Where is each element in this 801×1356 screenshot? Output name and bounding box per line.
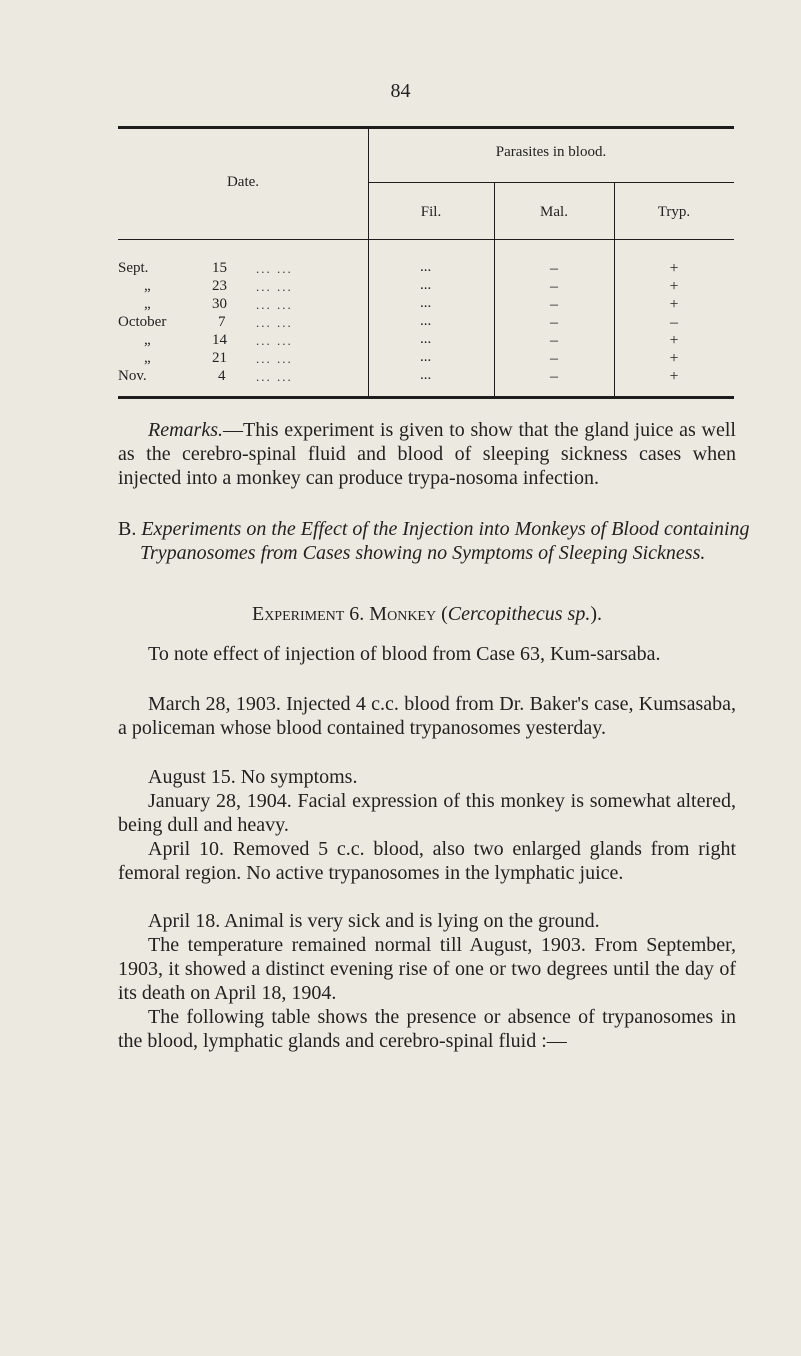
tryp-value: +	[669, 278, 679, 295]
remarks-text: —This experiment is given to show that the gland juice as well as the cerebro-spinal fluid and blood of sleeping sickness cases when injected into a monkey can produce trypa-nosoma infection.	[118, 419, 736, 489]
subheader-rule	[368, 182, 734, 183]
leader-dots: ... ...	[256, 297, 293, 312]
paragraph-april-18: April 18. Animal is very sick and is lying on the ground.	[148, 910, 600, 932]
mal-value: –	[550, 278, 558, 295]
row-day: 21	[212, 350, 227, 366]
section-heading	[110, 517, 768, 565]
leader-dots: ... ...	[256, 369, 293, 384]
parasites-header: Parasites in blood.	[495, 144, 607, 160]
row-day: 14	[212, 332, 227, 348]
fil-value: ...	[420, 367, 432, 383]
table-bottom-rule	[118, 396, 734, 399]
tryp-value: +	[669, 296, 679, 313]
header-divider-vertical	[368, 126, 369, 398]
paragraph-march-28: March 28, 1903. Injected 4 c.c. blood from Dr. Baker's case, Kumsasaba, a policeman whose blood contained trypanosomes yesterday.	[118, 693, 736, 739]
row-month: „	[144, 350, 151, 366]
leader-dots: ... ...	[256, 351, 293, 366]
paragraph-january-28: January 28, 1904. Facial expression of this monkey is somewhat altered, being dull and heavy.	[118, 790, 736, 836]
row-month: Sept.	[118, 260, 149, 276]
paragraph-april-10: April 10. Removed 5 c.c. blood, also two enlarged glands from right femoral region. No active trypanosomes in the lymphatic juice.	[118, 838, 736, 884]
remarks-label: Remarks.	[148, 419, 223, 441]
leader-dots: ... ...	[256, 315, 293, 330]
experiment-heading	[118, 602, 736, 626]
row-day: 7	[218, 314, 226, 330]
header-bottom-rule	[118, 239, 734, 240]
paragraph-following-table: The following table shows the presence or absence of trypanosomes in the blood, lymphatic glands and cerebro-spinal fluid :—	[118, 1006, 736, 1052]
leader-dots: ... ...	[256, 261, 293, 276]
experiment-species: Cercopithecus sp.	[447, 603, 591, 625]
parasites-table	[118, 126, 734, 401]
section-title: Experiments on the Effect of the Injection into Monkeys of Blood containing Trypanosomes from Cases showing no Symptoms of Sleeping Sickness.	[140, 518, 750, 564]
row-day: 23	[212, 278, 227, 294]
mal-value: –	[550, 368, 558, 385]
tryp-value: +	[669, 332, 679, 349]
row-month: Nov.	[118, 368, 147, 384]
row-month: October	[118, 314, 167, 330]
leader-dots: ... ...	[256, 333, 293, 348]
section-marker: B.	[118, 518, 137, 540]
tryp-value: –	[670, 314, 678, 331]
row-day: 4	[218, 368, 226, 384]
row-month: „	[144, 278, 151, 294]
remarks-paragraph	[118, 418, 736, 490]
fil-value: ...	[420, 331, 432, 347]
row-day: 15	[212, 260, 227, 276]
row-day: 30	[212, 296, 227, 312]
table-top-rule	[118, 126, 734, 129]
mal-value: –	[550, 332, 558, 349]
fil-header: Fil.	[420, 204, 442, 220]
mal-value: –	[550, 350, 558, 367]
paragraph-august-15: August 15. No symptoms.	[148, 766, 358, 788]
page-number: 84	[390, 80, 411, 102]
tryp-value: +	[669, 260, 679, 277]
mal-header: Mal.	[540, 204, 568, 220]
fil-value: ...	[420, 259, 432, 275]
paragraph-temperature: The temperature remained normal till August, 1903. From September, 1903, it showed a distinct evening rise of one or two degrees until the day of its death on April 18, 1904.	[118, 934, 736, 1004]
fil-value: ...	[420, 295, 432, 311]
mal-value: –	[550, 314, 558, 331]
fil-value: ...	[420, 349, 432, 365]
row-month: „	[144, 296, 151, 312]
mal-value: –	[550, 260, 558, 277]
mal-value: –	[550, 296, 558, 313]
fil-value: ...	[420, 277, 432, 293]
tryp-header: Tryp.	[657, 204, 691, 220]
paragraph-aim: To note effect of injection of blood from Case 63, Kum-sarsaba.	[148, 643, 661, 665]
experiment-heading-close: ).	[590, 603, 602, 625]
experiment-heading-text: Experiment 6. Monkey (	[251, 603, 448, 625]
fil-value: ...	[420, 313, 432, 329]
row-month: „	[144, 332, 151, 348]
date-header: Date.	[226, 174, 260, 190]
leader-dots: ... ...	[256, 279, 293, 294]
tryp-value: +	[669, 368, 679, 385]
tryp-value: +	[669, 350, 679, 367]
